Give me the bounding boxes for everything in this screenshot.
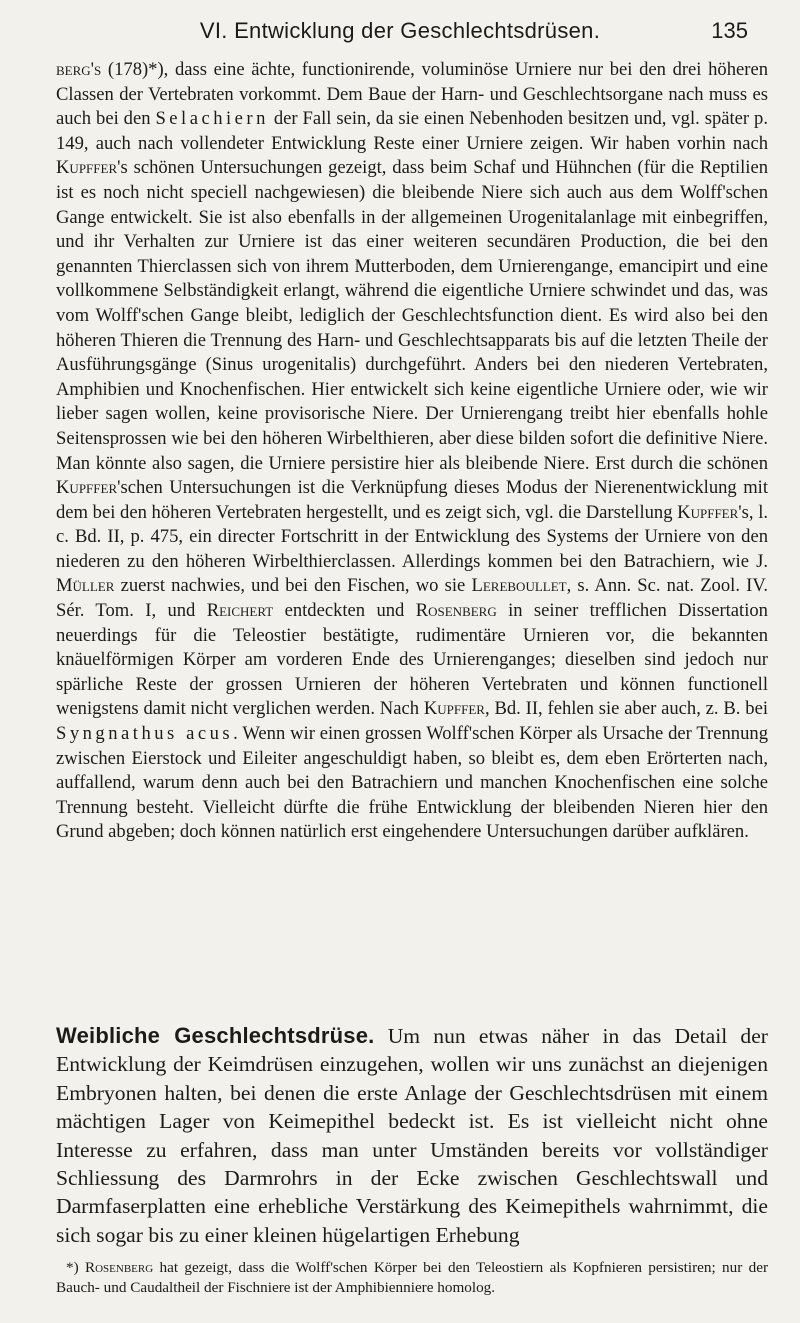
footnote-marker: *) — [66, 1259, 85, 1276]
author-name: Reichert — [206, 600, 274, 622]
section-heading: Weibliche Geschlechtsdrüse. — [56, 1023, 375, 1048]
text-run: der Fall sein, da sie einen Nebenhoden besitzen und, vgl. später p. 149, auch nach vollendeter Entwicklung Reste einer Urniere zeigen. Wir haben vorhin nach — [56, 108, 768, 154]
page-number: 135 — [711, 18, 748, 43]
text-run: Um nun etwas näher in das Detail der Entwicklung der Keimdrüsen einzugehen, wollen wir uns zunächst an diejenigen Embryonen halten, bei denen die erste Anlage der Geschlechtsdrüsen mit einem mächtigen Lager von Keimepithel bedeckt ist. Es ist vielleicht nicht ohne Interesse zu erfahren, dass man unter Umständen bereits vor vollständiger Schliessung des Darmrohrs in der Ecke zwischen Geschlechtswall und Darmfaserplatten eine erhebliche Verstärkung des Keimepithels wahrnimmt, die sich sogar bis zu einer kleinen hügelartigen Erhebung — [56, 1024, 768, 1247]
spaced-term: Selachiern — [155, 108, 269, 130]
author-name: Kupffer — [423, 698, 485, 720]
paragraph — [56, 58, 768, 845]
text-run: (178)*), dass eine ächte, functionirende, voluminöse Urniere nur bei den drei höheren Classen der Vertebraten vorkommt. Dem Baue der Harn- und Geschlechtsorgane nach muss es auch bei den — [56, 59, 768, 130]
footnote — [56, 1258, 768, 1298]
text-run: , Bd. II, fehlen sie aber auch, z. B. bei — [484, 698, 768, 720]
author-name: berg's — [56, 59, 102, 80]
text-run: in seiner trefflichen Dissertation neuerdings für die Teleostier bestätigte, rudimentäre Urnieren vor, die bekannten knäuelförmigen Körper am vorderen Ende des Urnierenganges; dieselben sind jedoch nur spärliche Reste der grossen Urnieren der höheren Vertebraten und können functionell wenigstens damit nicht verglichen werden. Nach — [56, 600, 768, 720]
author-name: Kupffer — [56, 477, 118, 499]
author-name: Kupffer — [56, 157, 118, 179]
author-name: Rosenberg — [415, 600, 497, 622]
text-run: 'schen Untersuchungen ist die Verknüpfung dieses Modus der Nierenentwicklung mit dem bei den höheren Vertebraten hergestellt, und es zeigt sich, vgl. die Darstellung — [56, 477, 768, 523]
text-run: 's, l. c. Bd. II, p. 475, ein directer Fortschritt in der Entwicklung des Systems der Urniere von den niederen zu den höheren Wirbelthierclassen. Allerdings kommen bei den Batrachiern, wie J. — [56, 501, 769, 572]
text-run: , s. Ann. Sc. nat. Zool. IV. Sér. Tom. I, und — [56, 575, 769, 622]
text-run: hat gezeigt, dass die Wolff'schen Körper bei den Teleostiern als Kopfnieren persistiren; nur der Bauch- und Caudaltheil der Fischniere ist der Amphibienniere homolog. — [56, 1259, 768, 1296]
text-run: entdeckten und — [273, 600, 416, 622]
author-name: Rosenberg — [84, 1259, 154, 1276]
author-name: Lereboullet — [471, 575, 567, 597]
section-weibliche-geschlechtsdruese — [56, 1022, 768, 1249]
author-name: Kupffer — [677, 501, 739, 523]
body-text — [56, 58, 768, 845]
text-run: . Wenn wir einen grossen Wolff'schen Körper als Ursache der Trennung zwischen Eierstock und Eileiter angeschuldigt haben, so bleibt es, dem eben Erörterten nach, auffallend, warum denn auch bei den Batrachiern und manchen Knochenfischen eine solche Trennung besteht. Vielleicht dürfte die frühe Entwicklung der bleibenden Nieren hier den Grund abgeben; doch können natürlich erst eingehendere Untersuchungen darüber aufklären. — [56, 723, 768, 843]
author-name: Müller — [56, 575, 115, 597]
paragraph — [56, 1022, 768, 1249]
spaced-term: Syngnathus acus — [56, 723, 234, 745]
text-run: 's schönen Untersuchungen gezeigt, dass beim Schaf und Hühnchen (für die Reptilien ist es noch nicht speciell nachgewiesen) die bleibende Niere sich auch aus dem Wolff'schen Gange entwickelt. Sie ist also ebenfalls in der allgemeinen Urogenitalanlage mit einbegriffen, und ihr Verhalten zur Urniere ist das einer weiteren secundären Production, die bei den genannten Thierclassen sich von ihrem Mutterboden, dem Urnierengange, emancipirt und eine vollkommene Selbständigkeit erlangt, während die eigentliche Urniere schwindet und das, was vom Wolff'schen Gange bleibt, lediglich der Geschlechtsfunction dient. Es wird also bei den höheren Thieren die Trennung des Harn- und Geschlechtsapparats bis auf die letzten Theile der Ausführungsgänge (Sinus urogenitalis) durchgeführt. Anders bei den niederen Vertebraten, Amphibien und Knochenfischen. Hier entwickelt sich keine eigentliche Urniere oder, wie wir lieber sagen wollen, keine provisorische Niere. Der Urnierengang treibt hier ebenfalls hohle Seitensprossen wie bei den höheren Wirbelthieren, aber diese bilden sofort die definitive Niere. Man könnte also sagen, die Urniere persistire hier als bleibende Niere. Erst durch die schönen — [56, 157, 768, 474]
running-title: VI. Entwicklung der Geschlechtsdrüsen. — [199, 18, 601, 43]
text-run: zuerst nachwies, und bei den Fischen, wo sie — [114, 575, 472, 597]
running-head — [0, 10, 800, 50]
